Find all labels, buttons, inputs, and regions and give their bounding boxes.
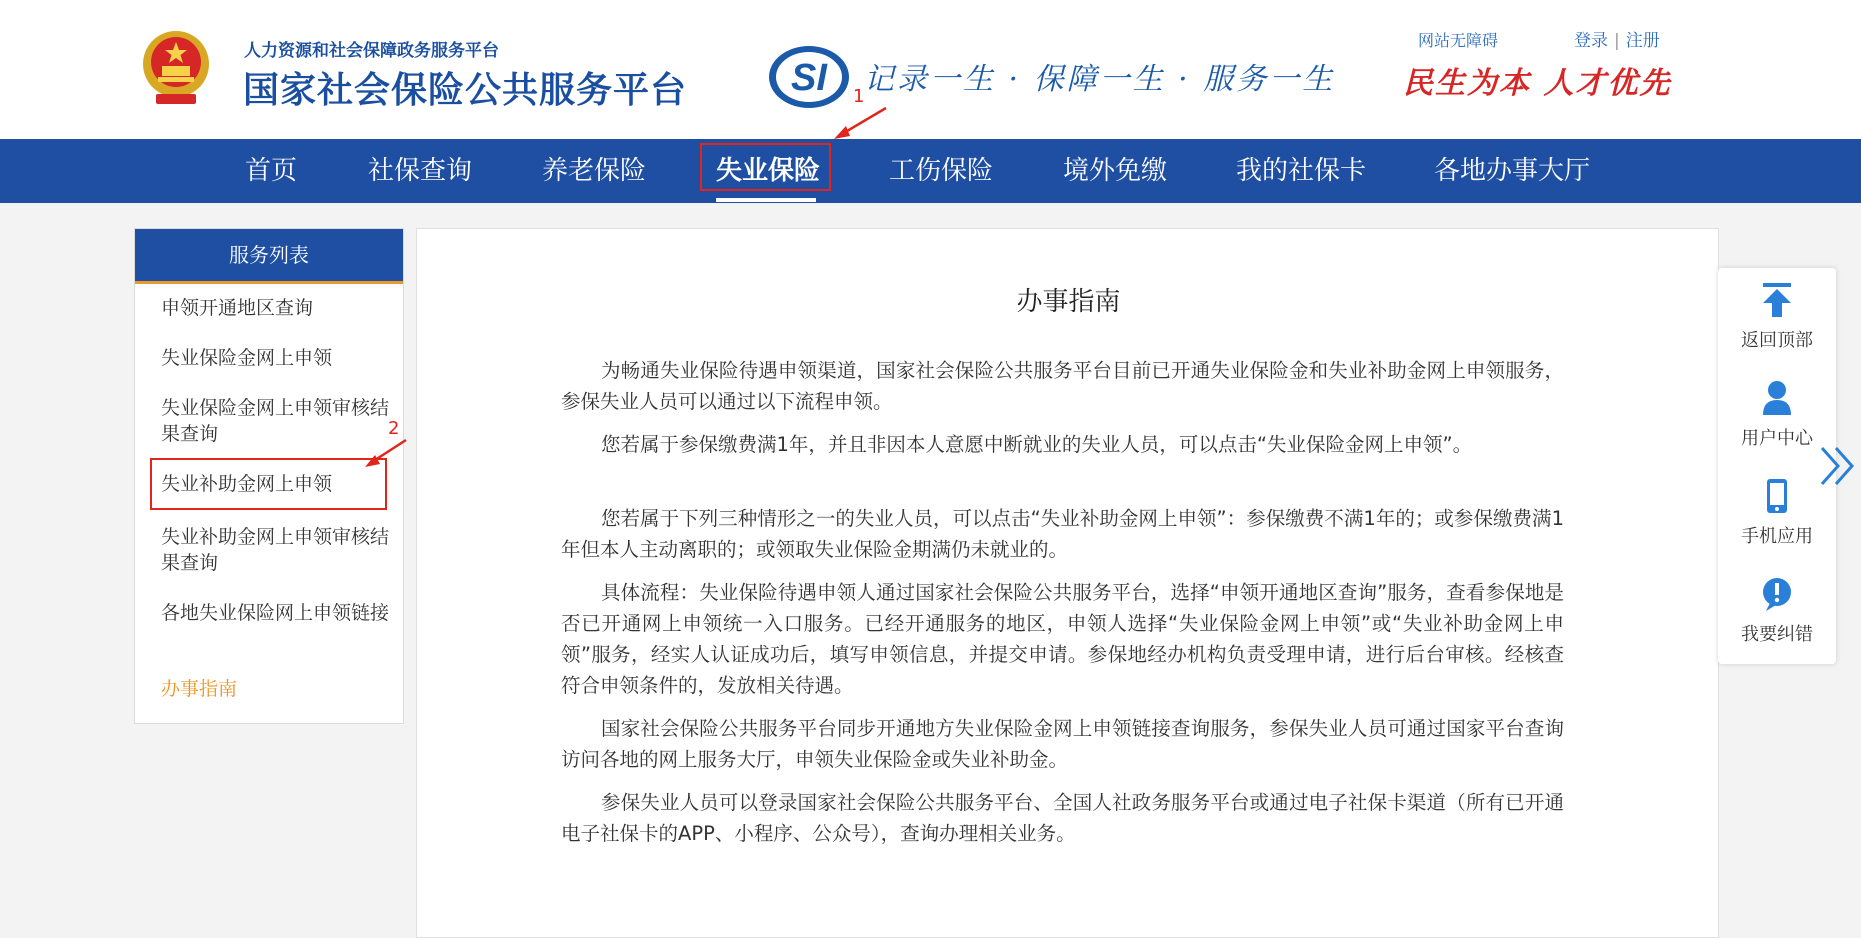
sidebar-item-region-query[interactable]: 申领开通地区查询 (161, 297, 314, 319)
annotation-box-nav (700, 143, 831, 191)
guide-content (416, 228, 1719, 938)
chevron-right-icon[interactable] (1818, 444, 1858, 488)
guide-paragraph-4: 具体流程：失业保险待遇申领人通过国家社会保险公共服务平台，选择“申领开通地区查询”服务，查看参保地是否已开通网上申领统一入口服务。已经开通服务的地区，申领人选择“失业保险金网上申领”或“失业补助金网上申领”服务，经实人认证成功后，填写申领信息，并提交申请。参保地经办机构负责受理申请，进行后台审核。经核查符合申领条件的，发放相关待遇。 (561, 581, 1564, 697)
sidebar-item-local-links[interactable]: 各地失业保险网上申领链接 (161, 602, 390, 624)
guide-paragraph-2: 您若属于参保缴费满1年，并且非因本人意愿中断就业的失业人员，可以点击“失业保险金网上申领”。 (601, 433, 1473, 456)
guide-paragraph-1: 为畅通失业保险待遇申领渠道，国家社会保险公共服务平台目前已开通失业保险金和失业补助金网上申领服务，参保失业人员可以通过以下流程申领。 (561, 359, 1564, 413)
accessibility-link[interactable]: 网站无障碍 (1418, 31, 1499, 50)
mobile-app-label: 手机应用 (1741, 526, 1813, 547)
auth-separator: | (1614, 31, 1620, 51)
sidebar-header-bar (135, 281, 403, 284)
annotation-box-sidebar (150, 458, 387, 510)
si-logo-icon (767, 44, 851, 110)
national-emblem-icon (140, 28, 212, 108)
sidebar-item-subsidy-review[interactable]: 失业补助金网上申领审核结果查询 (161, 526, 390, 574)
user-center-label: 用户中心 (1741, 428, 1813, 449)
nav-item-social-security-query[interactable]: 社保查询 (368, 156, 473, 186)
site-header (0, 0, 1861, 139)
mobile-icon (1762, 478, 1792, 514)
nav-item-overseas-exemption[interactable]: 境外免缴 (1063, 156, 1168, 186)
nav-item-unemployment[interactable]: 失业保险 (716, 156, 821, 186)
slogan: 记录一生 · 保障一生 · 服务一生 (864, 62, 1336, 97)
nav-item-pension[interactable]: 养老保险 (542, 156, 647, 186)
guide-paragraph-3: 您若属于下列三种情形之一的失业人员，可以点击“失业补助金网上申领”：参保缴费不满1年的；或参保缴费满1年但本人主动离职的；或领取失业保险金期满仍未就业的。 (561, 507, 1564, 561)
annotation-arrow-1-icon (830, 104, 890, 144)
sidebar-item-guide[interactable]: 办事指南 (161, 678, 238, 700)
motto: 民生为本 人才优先 (1403, 66, 1672, 101)
back-to-top-label: 返回顶部 (1741, 330, 1813, 351)
main-nav (0, 139, 1861, 203)
nav-item-my-card[interactable]: 我的社保卡 (1236, 156, 1367, 186)
page-title: 办事指南 (1016, 287, 1121, 317)
sidebar-item-benefit-apply[interactable]: 失业保险金网上申领 (161, 347, 333, 369)
sidebar-item-benefit-review[interactable]: 失业保险金网上申领审核结果查询 (161, 397, 390, 445)
back-to-top-icon (1762, 282, 1792, 318)
back-to-top-button[interactable] (1718, 268, 1836, 364)
error-report-icon (1762, 576, 1792, 612)
nav-item-local-halls[interactable]: 各地办事大厅 (1434, 156, 1591, 186)
sidebar-item-subsidy-apply[interactable]: 失业补助金网上申领 (161, 473, 333, 495)
annotation-arrow-2-icon (362, 436, 410, 470)
error-report-button[interactable] (1718, 562, 1836, 658)
user-icon (1762, 380, 1792, 416)
si-logo-text: SI (791, 57, 827, 99)
auth-links (1574, 26, 1660, 51)
nav-active-underline (716, 198, 816, 202)
annotation-marker-2: 2 (388, 418, 400, 439)
error-report-label: 我要纠错 (1741, 624, 1813, 645)
sidebar-header: 服务列表 (135, 229, 403, 281)
guide-paragraph-6: 参保失业人员可以登录国家社会保险公共服务平台、全国人社政务服务平台或通过电子社保卡渠道（所有已开通电子社保卡的APP、小程序、公众号），查询办理相关业务。 (561, 791, 1564, 845)
annotation-marker-1: 1 (853, 86, 865, 107)
ministry-line: 人力资源和社会保障政务服务平台 (244, 41, 499, 61)
register-link[interactable]: 注册 (1625, 31, 1660, 51)
guide-paragraph-5: 国家社会保险公共服务平台同步开通地方失业保险金网上申领链接查询服务，参保失业人员可通过国家平台查询访问各地的网上服务大厅，申领失业保险金或失业补助金。 (561, 717, 1564, 771)
site-title[interactable]: 国家社会保险公共服务平台 (243, 70, 688, 111)
nav-item-home[interactable]: 首页 (245, 156, 298, 186)
nav-item-work-injury[interactable]: 工伤保险 (889, 156, 994, 186)
login-link[interactable]: 登录 (1574, 31, 1608, 51)
